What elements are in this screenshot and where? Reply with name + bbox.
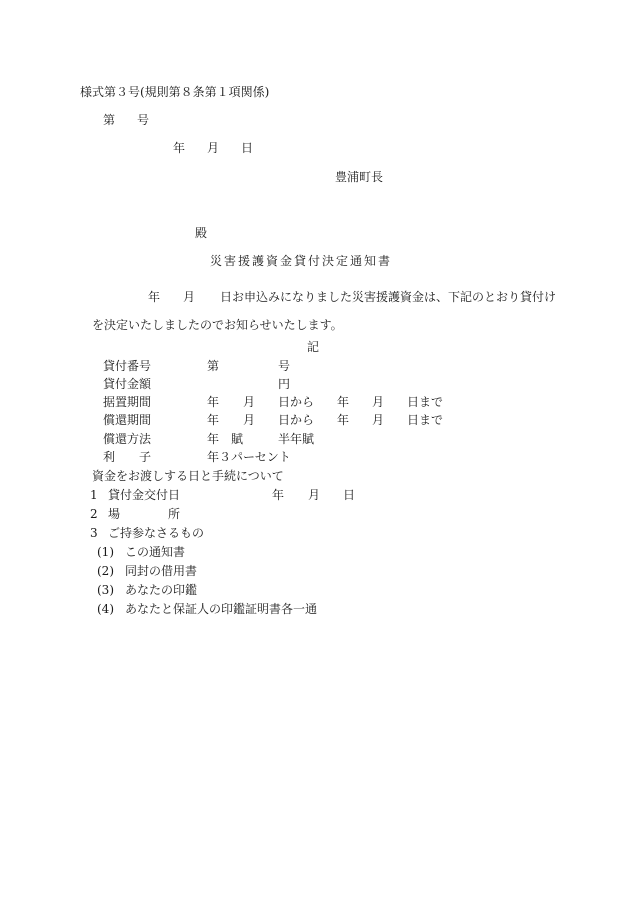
- body-line-2: を決定いたしましたのでお知らせいたします。: [92, 318, 343, 332]
- doc-number-prefix: 第: [103, 113, 116, 127]
- bring-item-1-text: この通知書: [125, 545, 186, 559]
- issuer: 豊浦町長: [335, 170, 384, 184]
- bring-item-2-num: (2): [97, 564, 114, 578]
- form-number: 様式第３号(規則第８条第１項関係): [80, 85, 270, 99]
- grace-y2: 年: [337, 395, 350, 409]
- procedure-1-num: 1: [90, 488, 98, 502]
- procedure-2-num: 2: [90, 507, 98, 521]
- document-title: 災害援護資金貸付決定通知書: [210, 254, 393, 268]
- repay-d1: 日から: [278, 413, 315, 427]
- repay-m2: 月: [372, 413, 385, 427]
- procedure-3-label: ご持参なさるもの: [108, 526, 205, 540]
- loan-amount-unit: 円: [278, 377, 291, 391]
- body-year: 年: [148, 290, 161, 304]
- repay-method-semiannual: 半年賦: [278, 432, 315, 446]
- date-day: 日: [241, 141, 254, 155]
- interest-value: 年３パーセント: [207, 450, 291, 464]
- grace-m1: 月: [243, 395, 256, 409]
- procedure-1-month: 月: [308, 488, 321, 502]
- ki-heading: 記: [307, 340, 320, 354]
- bring-item-2-text: 同封の借用書: [125, 564, 198, 578]
- procedure-1-year: 年: [272, 488, 285, 502]
- procedure-3-num: 3: [90, 526, 98, 540]
- loan-number-prefix: 第: [207, 359, 220, 373]
- body-month: 月: [183, 290, 196, 304]
- repay-d2: 日まで: [407, 413, 444, 427]
- grace-d1: 日から: [278, 395, 315, 409]
- procedure-heading: 資金をお渡しする日と手続について: [92, 469, 284, 483]
- procedure-2-label: 場 所: [108, 507, 181, 521]
- date-month: 月: [207, 141, 220, 155]
- doc-number-suffix: 号: [137, 113, 150, 127]
- repay-y1: 年: [207, 413, 220, 427]
- interest-label: 利 子: [103, 450, 152, 464]
- repay-m1: 月: [243, 413, 256, 427]
- repay-method-label: 償還方法: [103, 432, 152, 446]
- bring-item-1-num: (1): [97, 545, 114, 559]
- loan-number-label: 貸付番号: [103, 359, 152, 373]
- procedure-1-day: 日: [343, 488, 356, 502]
- loan-amount-label: 貸付金額: [103, 377, 152, 391]
- repay-y2: 年: [337, 413, 350, 427]
- grace-d2: 日まで: [407, 395, 444, 409]
- bring-item-4-num: (4): [97, 602, 114, 616]
- loan-number-suffix: 号: [278, 359, 291, 373]
- bring-item-3-text: あなたの印鑑: [125, 583, 198, 597]
- bring-item-4-text: あなたと保証人の印鑑証明書各一通: [125, 602, 318, 616]
- addressee-suffix: 殿: [195, 226, 208, 240]
- repay-period-label: 償還期間: [103, 413, 152, 427]
- bring-item-3-num: (3): [97, 583, 114, 597]
- grace-m2: 月: [372, 395, 385, 409]
- body-line-1: 日お申込みになりました災害援護資金は、下記のとおり貸付け: [220, 290, 557, 304]
- repay-method-annual: 年 賦: [207, 432, 244, 446]
- grace-period-label: 据置期間: [103, 395, 152, 409]
- date-year: 年: [173, 141, 186, 155]
- grace-y1: 年: [207, 395, 220, 409]
- procedure-1-label: 貸付金交付日: [108, 488, 181, 502]
